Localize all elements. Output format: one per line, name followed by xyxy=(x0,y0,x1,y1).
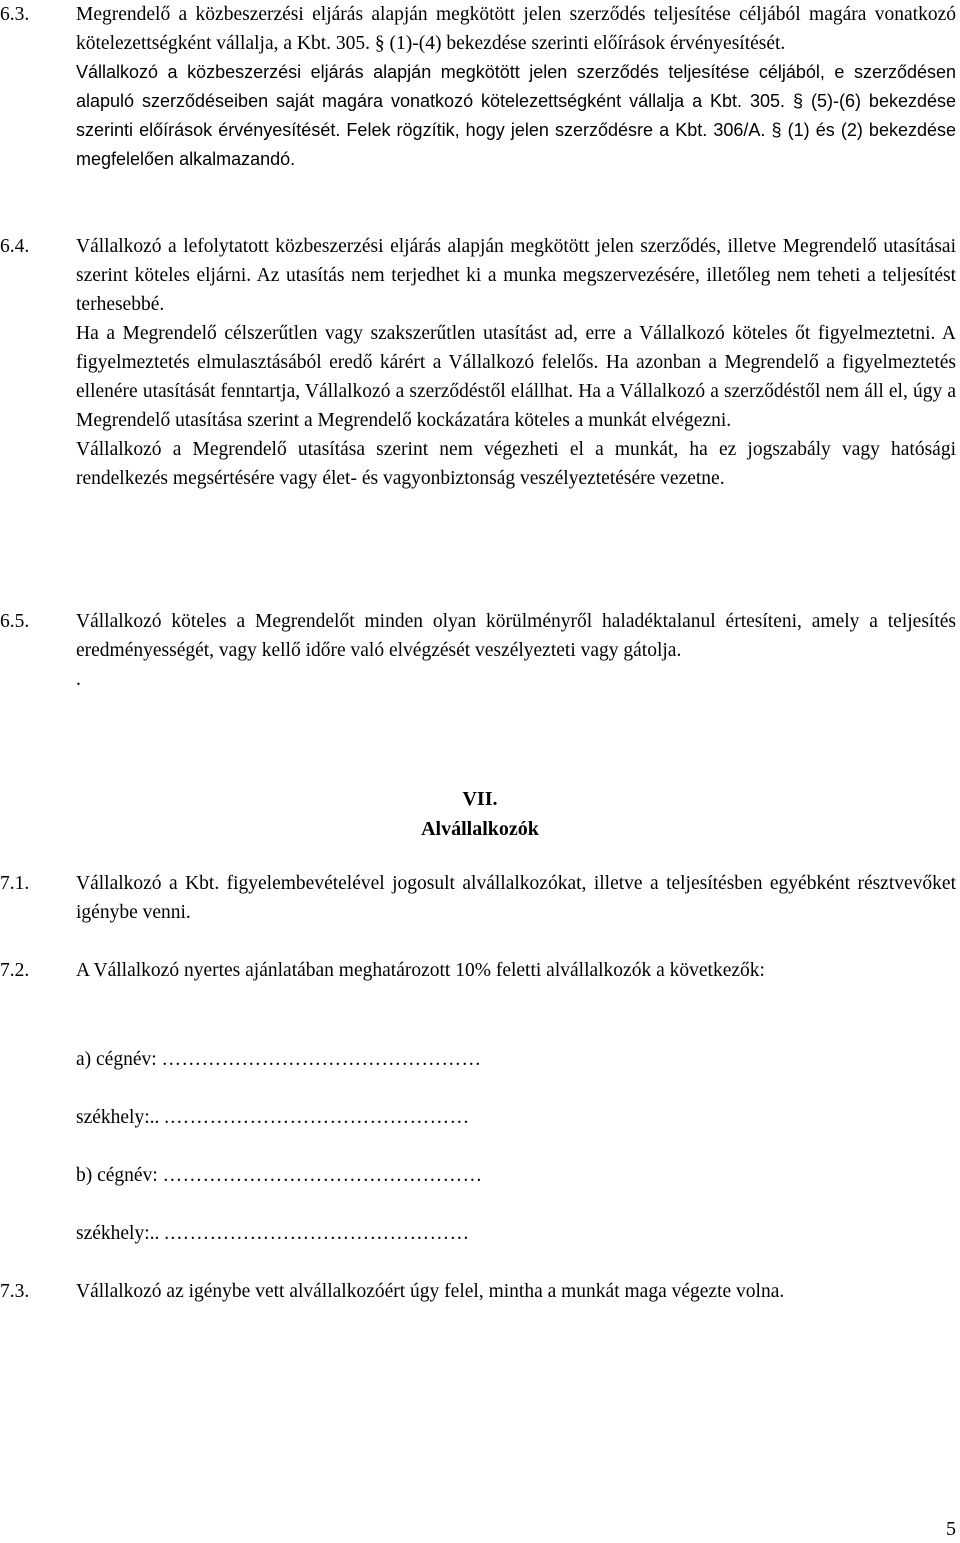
field-label: a) cégnév: xyxy=(76,1049,157,1070)
subcontractor-a-seat-field xyxy=(76,1103,470,1132)
section-number: 6.3. xyxy=(0,4,30,25)
paragraph: Vállalkozó a Kbt. figyelembevételével jogosult alvállalkozókat, illetve a teljesítésben egyébként résztvevőket igénybe venni. xyxy=(76,873,956,923)
section-body xyxy=(76,956,956,985)
fill-in-dots: .……………………………………… xyxy=(164,1223,470,1244)
section-number: 6.4. xyxy=(0,236,30,257)
paragraph: Ha a Megrendelő célszerűtlen vagy szakszerűtlen utasítást ad, erre a Vállalkozó köteles őt figyelmeztetni. A figyelmeztetés elmulasztásából eredő kárért a Vállalkozó felelős. Ha azonban a Megrendelő a figyelmeztetés ellenére utasítását fenntartja, Vállalkozó a szerződéstől elállhat. Ha a Vállalkozó a szerződéstől nem áll el, úgy a Megrendelő utasítása szerint a Megrendelő kockázatára köteles a munkát elvégezni. xyxy=(76,323,956,431)
chapter-title: Alvállalkozók xyxy=(421,818,539,840)
paragraph: Vállalkozó a lefolytatott közbeszerzési eljárás alapján megkötött jelen szerződés, illetve Megrendelő utasításai szerint köteles eljárni. Az utasítás nem terjedhet ki a munka megszervezésére, illetőleg nem teheti a teljesítést terhesebbé. xyxy=(76,236,956,315)
fill-in-dots: ………………………………………… xyxy=(162,1165,483,1186)
page-number: 5 xyxy=(946,1518,956,1540)
paragraph: Vállalkozó a közbeszerzési eljárás alapján megkötött jelen szerződés teljesítése céljából, e szerződésen alapuló szerződéseiben saját magára vonatkozó kötelezettségként vállalja a Kbt. 305. § (5)-(6) bekezdése szerinti előírások érvényesítését. Felek rögzítik, hogy jelen szerződésre a Kbt. 306/A. § (1) és (2) bekezdése megfelelően alkalmazandó. xyxy=(76,62,956,169)
fill-in-dots: ………………………………………… xyxy=(161,1049,482,1070)
section-body xyxy=(76,232,956,493)
paragraph: Vállalkozó köteles a Megrendelőt minden olyan körülményről haladéktalanul értesíteni, amely a teljesítés eredményességét, vagy kellő időre való elvégzését veszélyezteti vagy gátolja. xyxy=(76,611,956,661)
field-label: székhely:.. xyxy=(76,1107,160,1128)
chapter-number: VII. xyxy=(462,788,498,810)
subcontractor-a-name-field xyxy=(76,1045,482,1074)
section-number: 6.5. xyxy=(0,611,30,632)
section-body xyxy=(76,607,956,694)
subcontractor-b-seat-field xyxy=(76,1219,470,1248)
section-number: 7.2. xyxy=(0,960,30,981)
subcontractor-b-name-field xyxy=(76,1161,483,1190)
section-body xyxy=(76,0,956,174)
paragraph: Vállalkozó a Megrendelő utasítása szerint nem végezheti el a munkát, ha ez jogszabály vagy hatósági rendelkezés megsértésére vagy élet- és vagyonbiztonság veszélyeztetésére vezetne. xyxy=(76,439,956,489)
section-body xyxy=(76,1277,956,1306)
section-number: 7.1. xyxy=(0,873,30,894)
fill-in-dots: .……………………………………… xyxy=(164,1107,470,1128)
paragraph: Megrendelő a közbeszerzési eljárás alapján megkötött jelen szerződés teljesítése céljából magára vonatkozó kötelezettségként vállalja, a Kbt. 305. § (1)-(4) bekezdése szerinti előírások érvényesítését. xyxy=(76,4,956,54)
paragraph: . xyxy=(76,669,81,690)
paragraph: A Vállalkozó nyertes ajánlatában meghatározott 10% feletti alvállalkozók a következők: xyxy=(76,960,765,981)
paragraph: Vállalkozó az igénybe vett alvállalkozóért úgy felel, mintha a munkát maga végezte volna. xyxy=(76,1281,785,1302)
field-label: b) cégnév: xyxy=(76,1165,158,1186)
field-label: székhely:.. xyxy=(76,1223,160,1244)
section-body xyxy=(76,869,956,927)
chapter-heading xyxy=(0,784,960,844)
section-number: 7.3. xyxy=(0,1281,30,1302)
